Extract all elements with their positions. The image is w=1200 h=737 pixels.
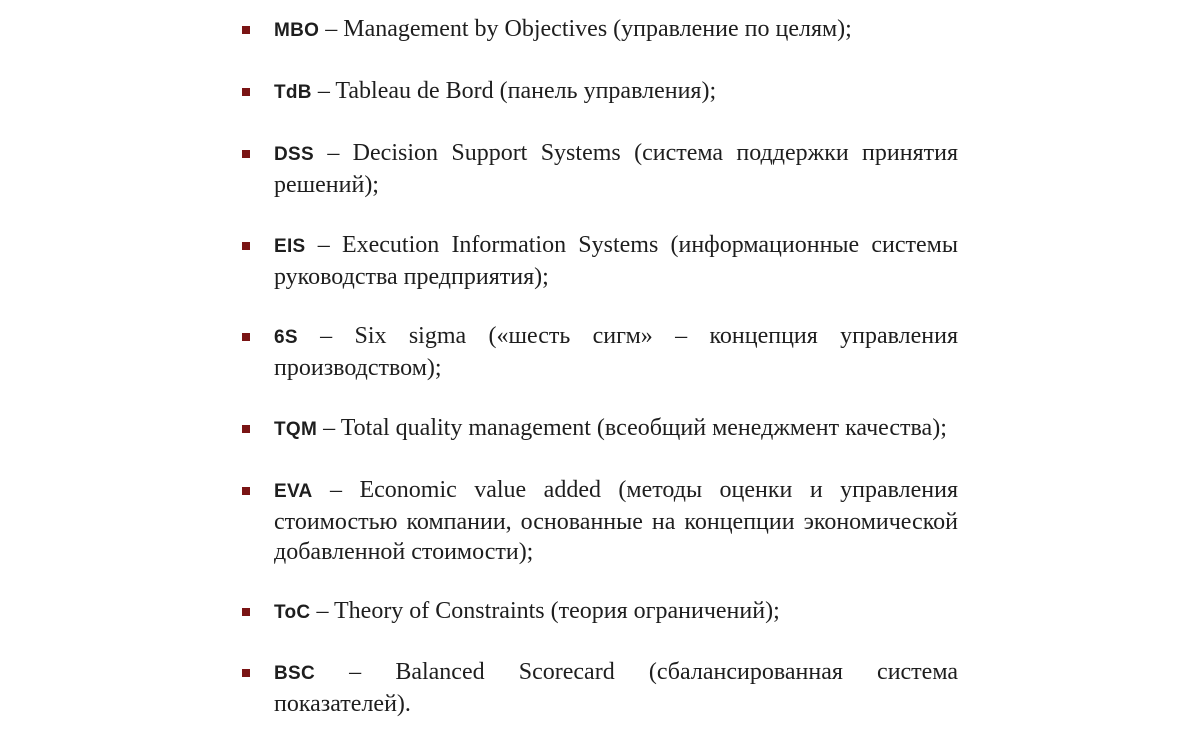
definition: – Tableau de Bord (панель управления); bbox=[311, 78, 717, 104]
abbreviation: TQM bbox=[274, 419, 318, 440]
list-item bbox=[242, 138, 958, 200]
abbreviation: ToC bbox=[274, 602, 311, 623]
square-bullet-icon bbox=[242, 487, 250, 495]
definition: – Decision Support Systems (система поддержки принятия решений); bbox=[274, 140, 958, 198]
square-bullet-icon bbox=[242, 242, 250, 250]
abbreviation-list bbox=[242, 14, 958, 719]
abbreviation: 6S bbox=[274, 327, 298, 348]
abbreviation: DSS bbox=[274, 144, 314, 165]
list-item bbox=[242, 230, 958, 292]
square-bullet-icon bbox=[242, 88, 250, 96]
abbreviation: EIS bbox=[274, 236, 306, 257]
abbreviation: TdB bbox=[274, 82, 312, 103]
abbreviation: MBO bbox=[274, 20, 320, 41]
list-item bbox=[242, 596, 958, 628]
abbreviation: EVA bbox=[274, 481, 313, 502]
document-page bbox=[242, 0, 958, 719]
square-bullet-icon bbox=[242, 425, 250, 433]
definition: – Theory of Constraints (теория ограничений); bbox=[310, 598, 780, 624]
definition: – Total quality management (всеобщий менеджмент качества); bbox=[317, 415, 947, 441]
list-item bbox=[242, 413, 958, 445]
definition: – Economic value added (методы оценки и управления стоимостью компании, основанные на концепции экономической добавленной стоимости); bbox=[274, 477, 958, 565]
list-item bbox=[242, 14, 958, 46]
definition: – Six sigma («шесть сигм» – концепция управления производством); bbox=[274, 323, 958, 381]
definition: – Execution Information Systems (информационные системы руководства предприятия); bbox=[274, 232, 958, 290]
list-item bbox=[242, 657, 958, 719]
square-bullet-icon bbox=[242, 669, 250, 677]
square-bullet-icon bbox=[242, 608, 250, 616]
square-bullet-icon bbox=[242, 26, 250, 34]
list-item bbox=[242, 76, 958, 108]
square-bullet-icon bbox=[242, 150, 250, 158]
list-item bbox=[242, 475, 958, 567]
definition: – Balanced Scorecard (сбалансированная система показателей). bbox=[274, 659, 958, 717]
list-item bbox=[242, 321, 958, 383]
definition: – Management by Objectives (управление по целям); bbox=[319, 16, 852, 42]
abbreviation: BSC bbox=[274, 663, 316, 684]
square-bullet-icon bbox=[242, 333, 250, 341]
